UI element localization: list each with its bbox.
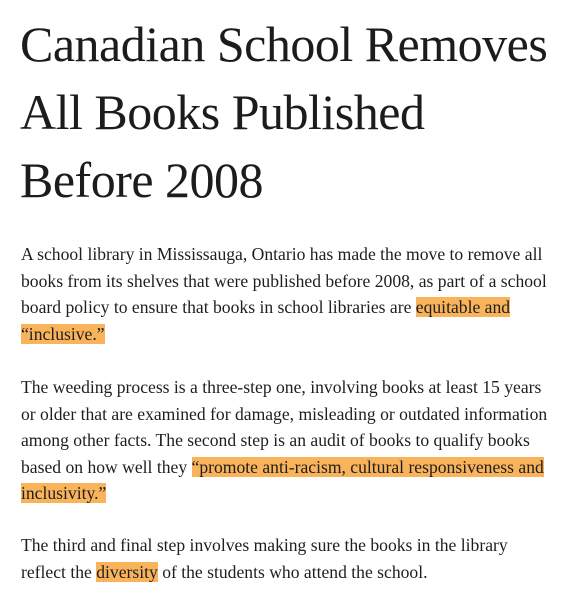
paragraph-1-highlight: equitable and “inclusive.”: [21, 297, 511, 344]
paragraph-2: [21, 374, 551, 507]
paragraph-2-highlight: “promote anti-racism, cultural responsiveness and inclusivity.”: [21, 456, 544, 503]
paragraph-3-text: The third and final step involves making sure the books in the library reflect the: [21, 535, 508, 582]
paragraph-1: [21, 241, 551, 347]
paragraph-3-highlight: diversity: [96, 561, 158, 582]
paragraph-3-text-end: of the students who attend the school.: [157, 561, 428, 582]
paragraph-3: [21, 532, 551, 585]
paragraph-2-text: The weeding process is a three-step one, involving books at least 15 years or older that are examined for damage, misleading or outdated information among other facts. The second step is an audit of books to qualify books based on how well they: [21, 377, 548, 477]
headline: Canadian School Removes All Books Published Before 2008: [20, 16, 548, 208]
paragraph-1-text: A school library in Mississauga, Ontario has made the move to remove all books from its shelves that were published before 2008, as part of a school board policy to ensure that books in school libraries are: [21, 244, 547, 317]
